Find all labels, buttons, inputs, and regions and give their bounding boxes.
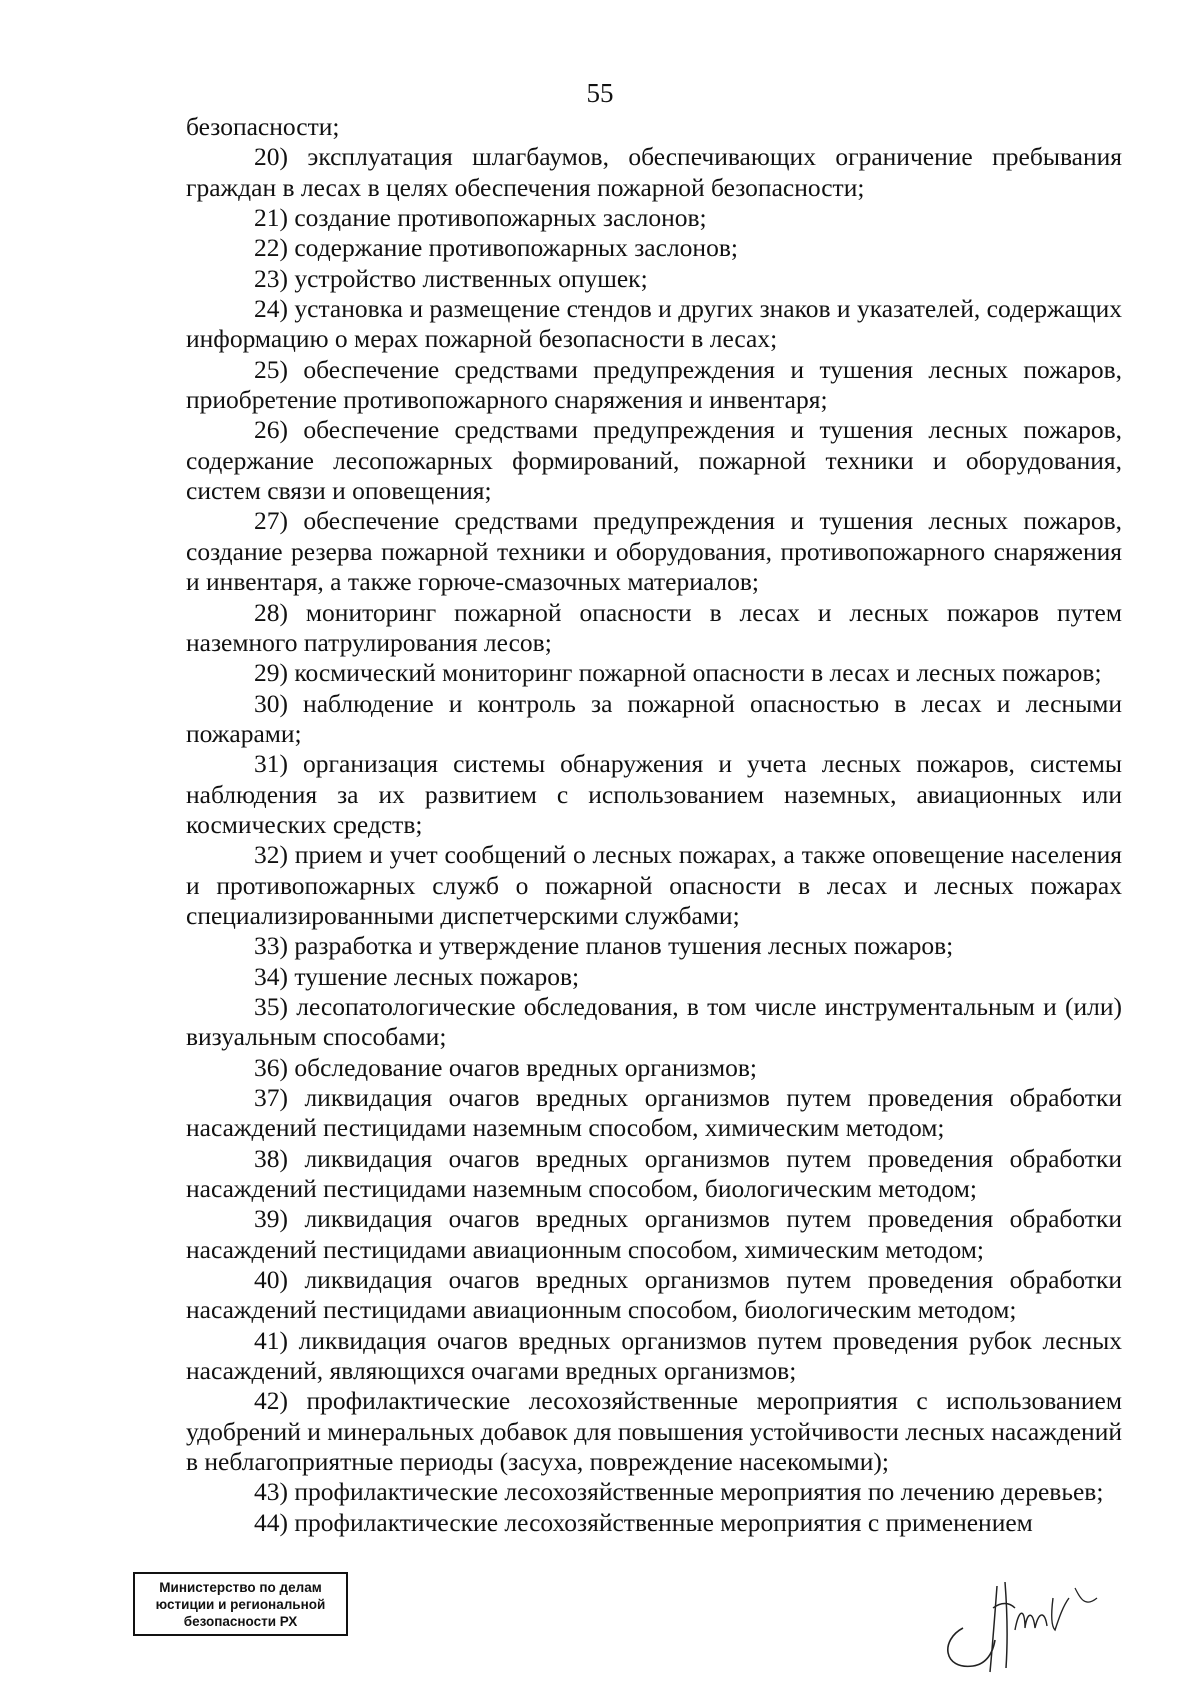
list-item-30: 30) наблюдение и контроль за пожарной опасностью в лесах и лесными пожарами; xyxy=(186,688,1122,748)
list-item-29: 29) космический мониторинг пожарной опасности в лесах и лесных пожаров; xyxy=(254,658,1102,688)
list-item-24: 24) установка и размещение стендов и других знаков и указателей, содержащих информацию о мерах пожарной безопасности в лесах; xyxy=(186,294,1122,354)
stamp-line: юстиции и региональной xyxy=(155,1597,326,1612)
list-item-32: 32) прием и учет сообщений о лесных пожарах, а также оповещение населения и противопожарных служб о пожарной опасности в лесах и лесных пожарах специализированными диспетчерскими службами; xyxy=(186,840,1122,930)
list-item-28: 28) мониторинг пожарной опасности в лесах и лесных пожаров путем наземного патрулирования лесов; xyxy=(186,597,1122,657)
list-item-44: 44) профилактические лесохозяйственные мероприятия с применением xyxy=(254,1507,1033,1537)
list-item-20: 20) эксплуатация шлагбаумов, обеспечивающих ограничение пребывания граждан в лесах в целях обеспечения пожарной безопасности; xyxy=(186,142,1122,202)
list-item-38: 38) ликвидация очагов вредных организмов путем проведения обработки насаждений пестицидами наземным способом, биологическим методом; xyxy=(186,1143,1122,1204)
list-item-37: 37) ликвидация очагов вредных организмов путем проведения обработки насаждений пестицидами наземным способом, химическим методом; xyxy=(186,1083,1122,1143)
list-item-39: 39) ликвидация очагов вредных организмов путем проведения обработки насаждений пестицидами авиационным способом, химическим методом; xyxy=(186,1204,1122,1264)
list-item-42: 42) профилактические лесохозяйственные мероприятия с использованием удобрений и минеральных добавок для повышения устойчивости лесных насаждений в неблагоприятные периоды (засуха, повреждение насекомыми); xyxy=(186,1386,1122,1477)
list-item-23: 23) устройство лиственных опушек; xyxy=(254,263,648,293)
list-item-36: 36) обследование очагов вредных организмов; xyxy=(254,1052,758,1082)
handwritten-signature xyxy=(935,1568,1135,1678)
list-item-43: 43) профилактические лесохозяйственные мероприятия по лечению деревьев; xyxy=(254,1477,1104,1507)
list-item-27: 27) обеспечение средствами предупреждения и тушения лесных пожаров, создание резерва пожарной техники и оборудования, противопожарного снаряжения и инвентаря, а также горюче-смазочных материалов; xyxy=(186,506,1122,597)
list-item-25: 25) обеспечение средствами предупреждения и тушения лесных пожаров, приобретение противопожарного снаряжения и инвентаря; xyxy=(186,354,1122,415)
list-item-33: 33) разработка и утверждение планов тушения лесных пожаров; xyxy=(254,931,954,961)
page-number: 55 xyxy=(586,78,614,108)
list-item-41: 41) ликвидация очагов вредных организмов путем проведения рубок лесных насаждений, являющихся очагами вредных организмов; xyxy=(186,1325,1122,1386)
list-item-31: 31) организация системы обнаружения и учета лесных пожаров, системы наблюдения за их развитием с использованием наземных, авиационных или космических средств; xyxy=(186,749,1122,839)
list-item-22: 22) содержание противопожарных заслонов; xyxy=(254,233,738,263)
ministry-stamp xyxy=(133,1572,348,1636)
document-body xyxy=(186,112,1122,1538)
paragraph: безопасности; xyxy=(186,112,340,141)
stamp-line: безопасности РХ xyxy=(183,1614,298,1629)
list-item-40: 40) ликвидация очагов вредных организмов путем проведения обработки насаждений пестицидами авиационным способом, биологическим методом; xyxy=(186,1265,1122,1325)
list-item-34: 34) тушение лесных пожаров; xyxy=(254,961,580,991)
list-item-21: 21) создание противопожарных заслонов; xyxy=(254,203,707,233)
list-item-35: 35) лесопатологические обследования, в том числе инструментальным и (или) визуальным способами; xyxy=(186,991,1122,1052)
stamp-line: Министерство по делам xyxy=(159,1580,322,1595)
list-item-26: 26) обеспечение средствами предупреждения и тушения лесных пожаров, содержание лесопожарных формирований, пожарной техники и оборудования, систем связи и оповещения; xyxy=(186,415,1122,506)
